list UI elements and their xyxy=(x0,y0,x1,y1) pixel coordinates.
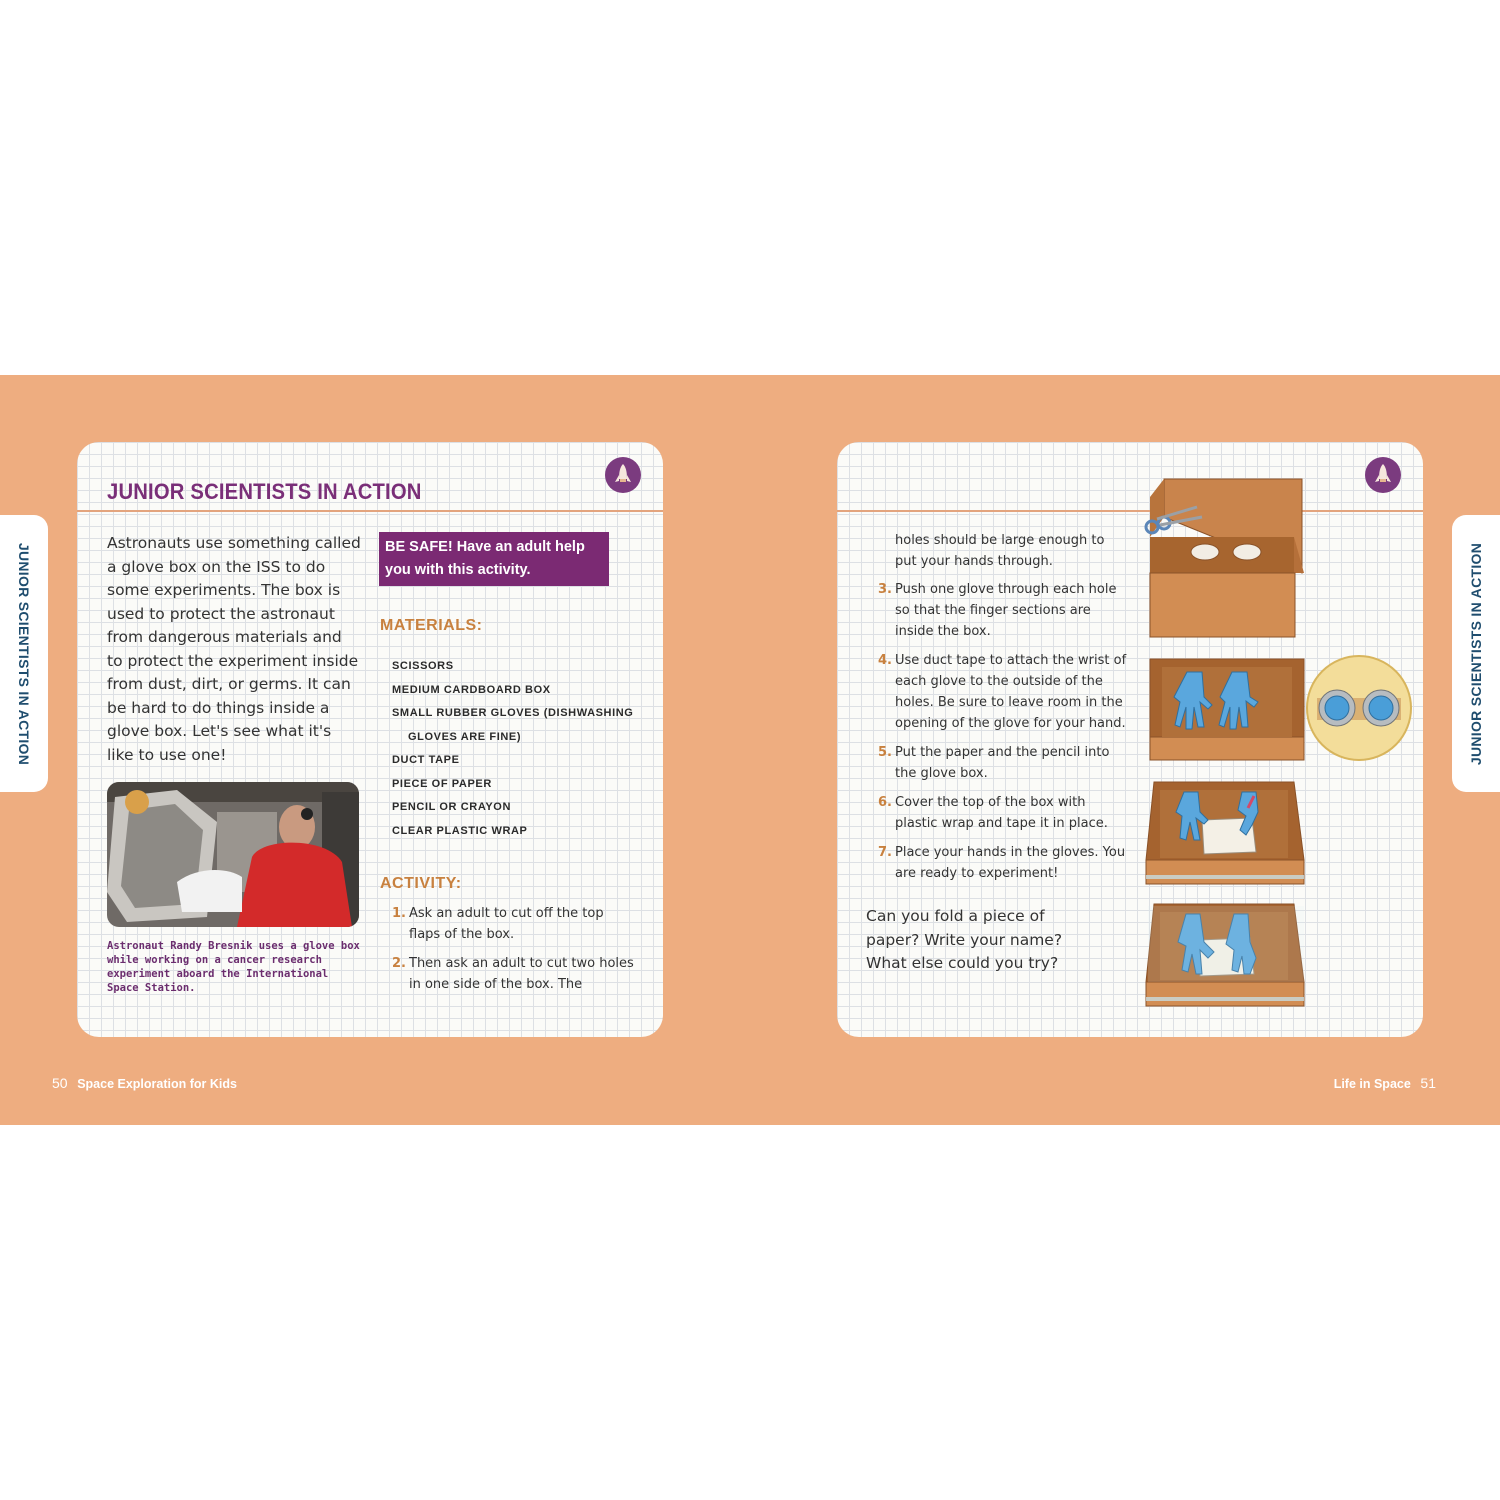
title-rule xyxy=(77,510,663,512)
right-page-card xyxy=(837,442,1423,1037)
activity-step xyxy=(878,650,1128,734)
activity-steps-continued xyxy=(878,579,1128,892)
box-with-gloves-illustration xyxy=(1142,657,1312,762)
page-title: JUNIOR SCIENTISTS IN ACTION xyxy=(107,479,422,504)
step-text: Ask an adult to cut off the top flaps of the box. xyxy=(409,906,604,942)
taped-gloves-inset-illustration xyxy=(1305,654,1413,762)
step-number: 2. xyxy=(392,956,406,971)
material-item: MEDIUM CARDBOARD BOX xyxy=(392,683,551,696)
side-tab-right xyxy=(1452,515,1500,792)
step-number: 3. xyxy=(878,582,892,597)
material-item: PENCIL OR CRAYON xyxy=(392,801,512,813)
safety-note: BE SAFE! Have an adult help you with this activity. xyxy=(379,532,609,586)
box-with-holes-illustration xyxy=(1142,477,1312,642)
activity-step xyxy=(392,903,637,945)
title-rule xyxy=(837,510,1423,512)
step-text: Place your hands in the gloves. You are ready to experiment! xyxy=(895,845,1126,881)
activity-steps xyxy=(392,903,637,1003)
step-number: 5. xyxy=(878,745,892,760)
material-item: CLEAR PLASTIC WRAP xyxy=(392,824,528,837)
activity-step xyxy=(878,579,1128,642)
rocket-badge-icon xyxy=(1365,457,1401,493)
side-tab-label: JUNIOR SCIENTISTS IN ACTION xyxy=(16,542,32,765)
left-page-card xyxy=(77,442,663,1037)
step-text: Then ask an adult to cut two holes in one side of the box. The xyxy=(409,956,634,992)
material-item: DUCT TAPE xyxy=(392,754,460,766)
book-spread xyxy=(0,375,1500,1125)
step-text: Cover the top of the box with plastic wrap and tape it in place. xyxy=(895,795,1108,831)
activity-step xyxy=(878,742,1128,784)
step-text: Put the paper and the pencil into the glove box. xyxy=(895,745,1110,781)
rocket-badge-icon xyxy=(605,457,641,493)
activity-heading: ACTIVITY: xyxy=(380,875,462,892)
side-tab-label: JUNIOR SCIENTISTS IN ACTION xyxy=(1468,542,1484,765)
materials-heading: MATERIALS: xyxy=(380,617,483,634)
activity-step xyxy=(878,792,1128,834)
step-number: 7. xyxy=(878,845,892,860)
left-footer xyxy=(46,1075,237,1091)
continued-step-text: holes should be large enough to put your hands through. xyxy=(895,533,1105,569)
book-title-label: Space Exploration for Kids xyxy=(77,1077,237,1091)
intro-paragraph: Astronauts use something called a glove box on the ISS to do some experiments. The box is used to protect the astronaut from dangerous materials and to protect the experiment inside from dust, dirt, or germs. It can be hard to do things inside a glove box. Let's see what it's like to use one! xyxy=(107,534,361,764)
closing-question: Can you fold a piece of paper? Write your name? What else could you try? xyxy=(866,907,1063,972)
material-item: SMALL RUBBER GLOVES (DISHWASHING GLOVES ARE FINE) xyxy=(392,707,634,743)
step-text: Use duct tape to attach the wrist of each glove to the outside of the holes. Be sure to leave room in the opening of the glove for your hand. xyxy=(895,653,1127,731)
step-number: 6. xyxy=(878,795,892,810)
side-tab-left xyxy=(0,515,48,792)
page-number: 50 xyxy=(52,1075,68,1091)
step-number: 1. xyxy=(392,906,406,921)
materials-list xyxy=(392,655,642,843)
chapter-label: Life in Space xyxy=(1333,1077,1411,1091)
page-number: 51 xyxy=(1420,1075,1436,1091)
activity-step xyxy=(878,842,1128,884)
box-with-paper-pencil-illustration xyxy=(1142,780,1312,888)
step-number: 4. xyxy=(878,653,892,668)
activity-step xyxy=(392,953,637,995)
step-text: Push one glove through each hole so that the finger sections are inside the box. xyxy=(895,582,1117,639)
material-item: PIECE OF PAPER xyxy=(392,777,492,790)
box-covered-plastic-illustration xyxy=(1142,902,1312,1010)
material-item: SCISSORS xyxy=(392,660,454,672)
right-footer xyxy=(1334,1075,1442,1091)
astronaut-glove-box-photo xyxy=(107,782,359,927)
photo-caption: Astronaut Randy Bresnik uses a glove box while working on a cancer research experiment aboard the International Space Station. xyxy=(107,940,360,994)
